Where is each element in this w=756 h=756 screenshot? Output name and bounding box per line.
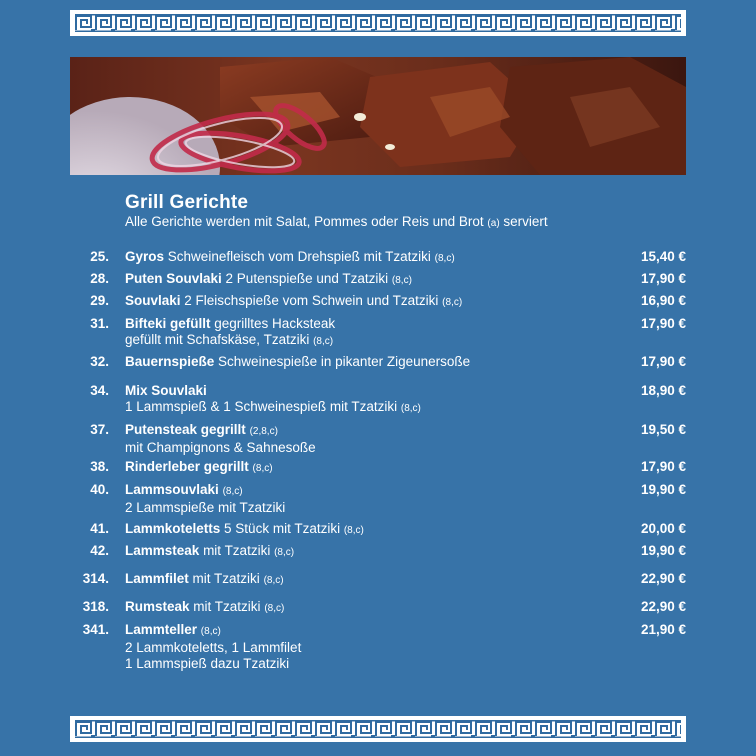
item-description [125, 571, 615, 589]
item-number: 37. [90, 422, 109, 437]
item-description [125, 293, 615, 311]
item-number: 318. [82, 599, 109, 614]
item-line2: gefüllt mit Schafskäse, Tzatziki [125, 332, 310, 347]
item-name: Souvlaki [125, 293, 181, 308]
item-description [125, 599, 615, 617]
item-detail: mit Tzatziki [203, 543, 271, 558]
item-description [125, 354, 615, 370]
item-number: 25. [90, 249, 109, 264]
item-price: 19,90 € [640, 543, 686, 558]
item-number: 41. [90, 521, 109, 536]
item-description [125, 422, 615, 456]
item-number: 341. [82, 622, 109, 637]
item-price: 19,50 € [640, 422, 686, 437]
item-number: 32. [90, 354, 109, 369]
item-number: 314. [82, 571, 109, 586]
item-number: 40. [90, 482, 109, 497]
item-line2: 2 Lammspieße mit Tzatziki [125, 500, 286, 515]
item-detail: 2 Fleischspieße vom Schwein und Tzatziki [184, 293, 439, 308]
item-description [125, 482, 615, 516]
item-description [125, 316, 615, 350]
item-line2-codes: (8,c) [400, 403, 421, 414]
item-detail: 2 Putenspieße und Tzatziki [225, 271, 389, 286]
subtitle-code: (a) [487, 218, 500, 229]
item-number: 31. [90, 316, 109, 331]
greek-key-pattern-icon [75, 720, 681, 738]
item-detail: 5 Stück mit Tzatziki [224, 521, 341, 536]
item-name: Lammkoteletts [125, 521, 221, 536]
greek-key-pattern-icon [75, 14, 681, 32]
item-codes: (8,c) [391, 275, 412, 286]
grilled-meat-image-icon [70, 57, 686, 175]
item-description [125, 249, 615, 267]
food-photo-banner [70, 57, 686, 175]
subtitle-end: serviert [503, 214, 548, 229]
item-description [125, 383, 615, 417]
item-name: Puten Souvlaki [125, 271, 222, 286]
item-codes: (8,c) [222, 486, 243, 497]
item-line2: mit Champignons & Sahnesoße [125, 440, 316, 455]
item-name: Mix Souvlaki [125, 383, 207, 398]
subtitle-text: Alle Gerichte werden mit Salat, Pommes oder Reis und Brot [125, 214, 484, 229]
item-name: Rumsteak [125, 599, 190, 614]
item-codes: (8,c) [434, 253, 455, 264]
item-price: 17,90 € [640, 271, 686, 286]
item-codes: (8,c) [252, 463, 273, 474]
item-number: 34. [90, 383, 109, 398]
item-name: Lammsouvlaki [125, 482, 219, 497]
item-price: 16,90 € [640, 293, 686, 308]
item-codes: (8,c) [274, 547, 295, 558]
item-codes: (8,c) [343, 525, 364, 536]
item-name: Rinderleber gegrillt [125, 459, 249, 474]
item-price: 17,90 € [640, 459, 686, 474]
item-price: 22,90 € [640, 571, 686, 586]
item-description [125, 459, 615, 477]
item-description [125, 543, 615, 561]
item-detail: gegrilltes Hacksteak [214, 316, 336, 331]
section-subtitle [125, 214, 548, 229]
item-name: Lammsteak [125, 543, 200, 558]
item-line2: 1 Lammspieß & 1 Schweinespieß mit Tzatziki [125, 399, 398, 414]
item-name: Bauernspieße [125, 354, 215, 369]
item-description [125, 521, 615, 539]
item-description [125, 622, 615, 672]
item-codes: (8,c) [200, 626, 221, 637]
item-name: Gyros [125, 249, 165, 264]
item-price: 18,90 € [640, 383, 686, 398]
item-codes: (2,8,c) [249, 426, 278, 437]
item-price: 22,90 € [640, 599, 686, 614]
item-line3: 1 Lammspieß dazu Tzatziki [125, 656, 290, 671]
item-number: 42. [90, 543, 109, 558]
item-name: Lammteller [125, 622, 198, 637]
item-detail: Schweinespieße in pikanter Zigeunersoße [218, 354, 471, 369]
greek-key-border-top [70, 10, 686, 36]
item-price: 19,90 € [640, 482, 686, 497]
item-name: Bifteki gefüllt [125, 316, 211, 331]
item-codes: (8,c) [263, 575, 284, 586]
item-detail: mit Tzatziki [192, 571, 260, 586]
item-detail: Schweinefleisch vom Drehspieß mit Tzatziki [167, 249, 431, 264]
item-codes: (8,c) [442, 297, 463, 308]
item-name: Lammfilet [125, 571, 189, 586]
item-number: 38. [90, 459, 109, 474]
section-title: Grill Gerichte [125, 192, 249, 213]
item-price: 17,90 € [640, 316, 686, 331]
item-price: 21,90 € [640, 622, 686, 637]
item-number: 28. [90, 271, 109, 286]
item-description [125, 271, 615, 289]
item-line2: 2 Lammkoteletts, 1 Lammfilet [125, 640, 302, 655]
item-name: Putensteak gegrillt [125, 422, 246, 437]
item-price: 17,90 € [640, 354, 686, 369]
item-detail: mit Tzatziki [193, 599, 261, 614]
item-price: 20,00 € [640, 521, 686, 536]
item-price: 15,40 € [640, 249, 686, 264]
greek-key-border-bottom [70, 716, 686, 742]
item-codes: (8,c) [264, 603, 285, 614]
item-number: 29. [90, 293, 109, 308]
item-line2-codes: (8,c) [313, 336, 334, 347]
